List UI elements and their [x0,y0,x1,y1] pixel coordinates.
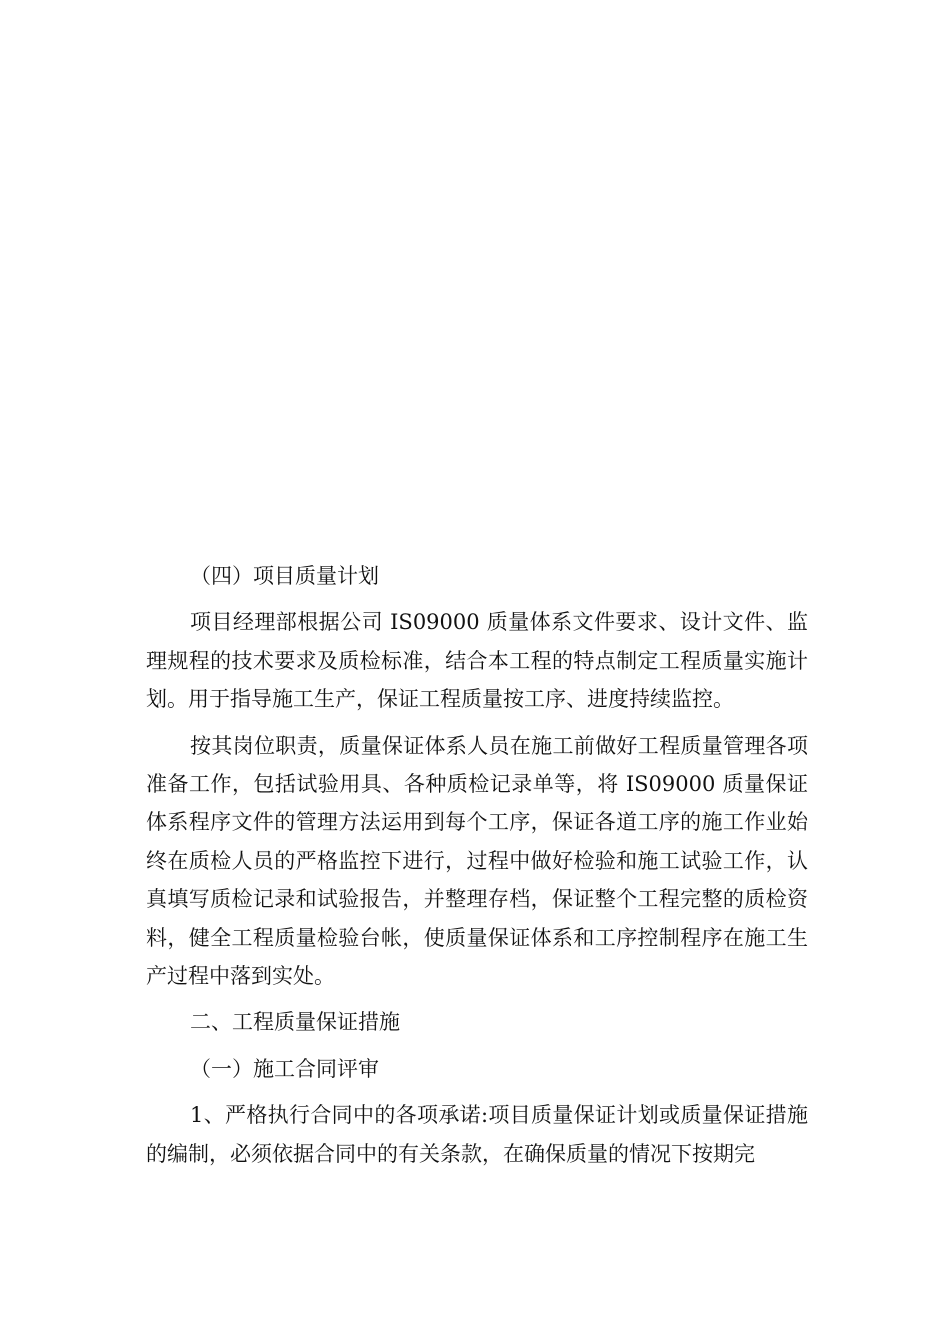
paragraph-contract-commitments: 1、严格执行合同中的各项承诺:项目质量保证计划或质量保证措施的编制，必须依据合同中的有关条款，在确保质量的情况下按期完 [146,1103,808,1166]
section-heading-quality-plan: （四）项目质量计划 [190,564,379,588]
paragraph-quality-plan: 项目经理部根据公司 IS09000 质量体系文件要求、设计文件、监理规程的技术要求及质检标准，结合本工程的特点制定工程质量实施计划。用于指导施工生产，保证工程质量按工序、进度持续监控。 [146,610,808,712]
document-body [146,557,808,1173]
paragraph-quality-assurance-duties: 按其岗位职责，质量保证体系人员在施工前做好工程质量管理各项准备工作，包括试验用具、各种质检记录单等，将 IS09000 质量保证体系程序文件的管理方法运用到每个工序，保证各道工序的施工作业始终在质检人员的严格监控下进行，过程中做好检验和施工试验工作，认真填写质检记录和试验报告，并整理存档，保证整个工程完整的质检资料，健全工程质量检验台帐，使质量保证体系和工序控制程序在施工生产过程中落到实处。 [146,733,808,989]
section-heading-contract-review: （一）施工合同评审 [190,1056,379,1081]
chapter-heading-quality-measures: 二、工程质量保证措施 [190,1010,400,1035]
